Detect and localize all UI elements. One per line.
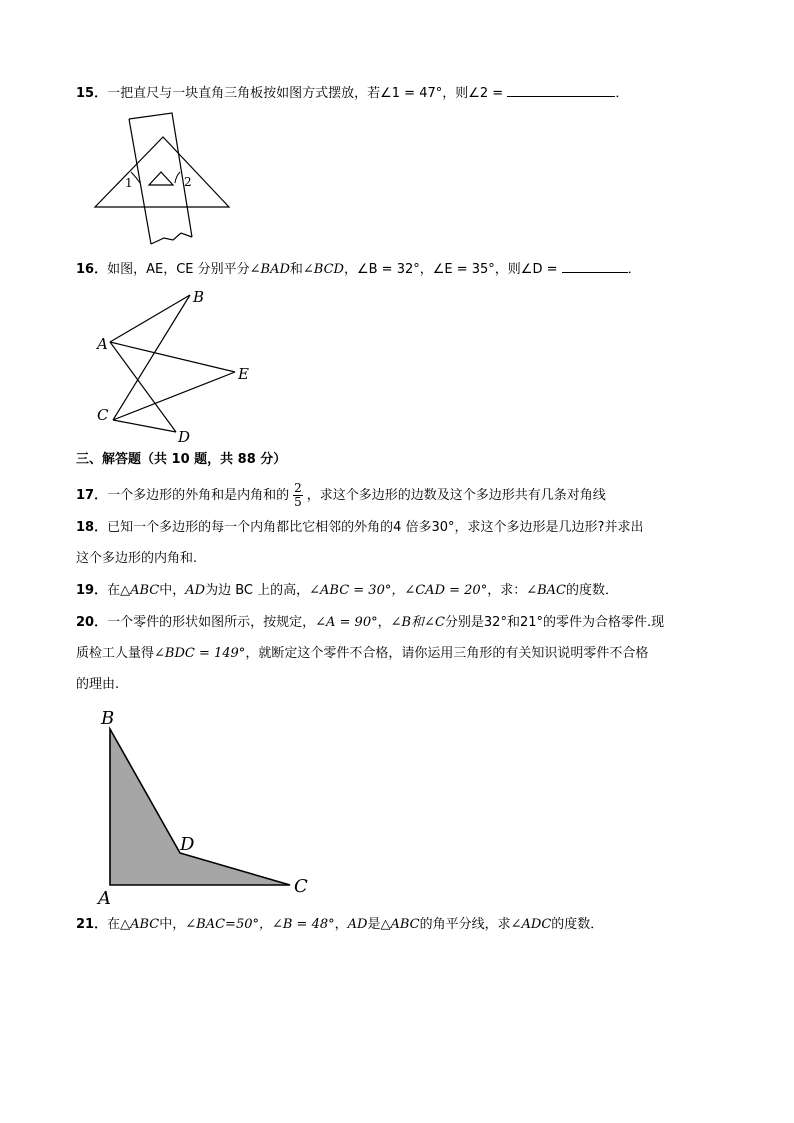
q16-label-A: A [97,335,108,353]
q16-label-E: E [238,365,249,383]
q16-number: 16． [76,262,108,277]
q15-label-2: 2 [184,175,192,189]
q20-part-shape [110,729,290,885]
q16-label-C: C [97,406,109,424]
q17-fraction: $\frac{2}{5}$ [294,481,302,509]
q20-label-D: D [180,834,195,855]
q20-label-A: A [98,888,111,909]
q21-text: 21．在△ABC中，∠BAC=50°，∠B = 48°，AD是△ABC的角平分线，求∠ADC的度数． [76,917,604,932]
section-3-heading: 三、解答题（共 10 题，共 88 分） [76,452,287,467]
q15-given-angle: ∠1 = 47° [380,86,443,101]
q18-line-1: 18．已知一个多边形的每一个内角都比它相邻的外角的4 倍多30°，求这个多边形是几边形?并求出 [76,520,644,535]
q20-label-C: C [294,876,308,897]
q20-label-B: B [101,708,115,729]
q19-text: 19．在△ABC中，AD为边 BC 上的高，∠ABC = 30°，∠CAD = 20°，求：∠BAC的度数． [76,583,619,598]
q18-number: 18． [76,520,108,535]
q18-line-2: 这个多边形的内角和. [76,551,198,566]
q17-text: 17．一个多边形的外角和是内角和的 $\frac{2}{5}$ ，求这个多边形的边数及这个多边形共有几条对角线 [76,481,606,509]
q15-ask-angle: ∠2 = [468,86,504,101]
q16-label-B: B [193,288,205,306]
q20-number: 20． [76,615,108,630]
q15-number: 15． [76,86,108,101]
q16-label-D: D [178,428,191,446]
q20-line-2: 质检工人量得∠BDC = 149°，就断定这个零件不合格，请你运用三角形的有关知识说明零件不合格 [76,646,649,661]
q15-text: 15．一把直尺与一块直角三角板按如图方式摆放，若∠1 = 47°，则∠2 = ． [76,86,629,101]
q20-line-1: 20．一个零件的形状如图所示，按规定，∠A = 90°，∠B和∠C分别是32°和21°的零件为合格零件.现 [76,615,665,630]
q21-number: 21． [76,917,108,932]
q20-line-3: 的理由. [76,677,120,692]
q16-text: 16．如图，AE，CE 分别平分∠BAD和∠BCD，∠B = 32°，∠E = 35°，则∠D = ． [76,262,641,277]
q15-label-1: 1 [125,176,133,190]
q19-number: 19． [76,583,108,598]
q17-number: 17． [76,488,108,503]
